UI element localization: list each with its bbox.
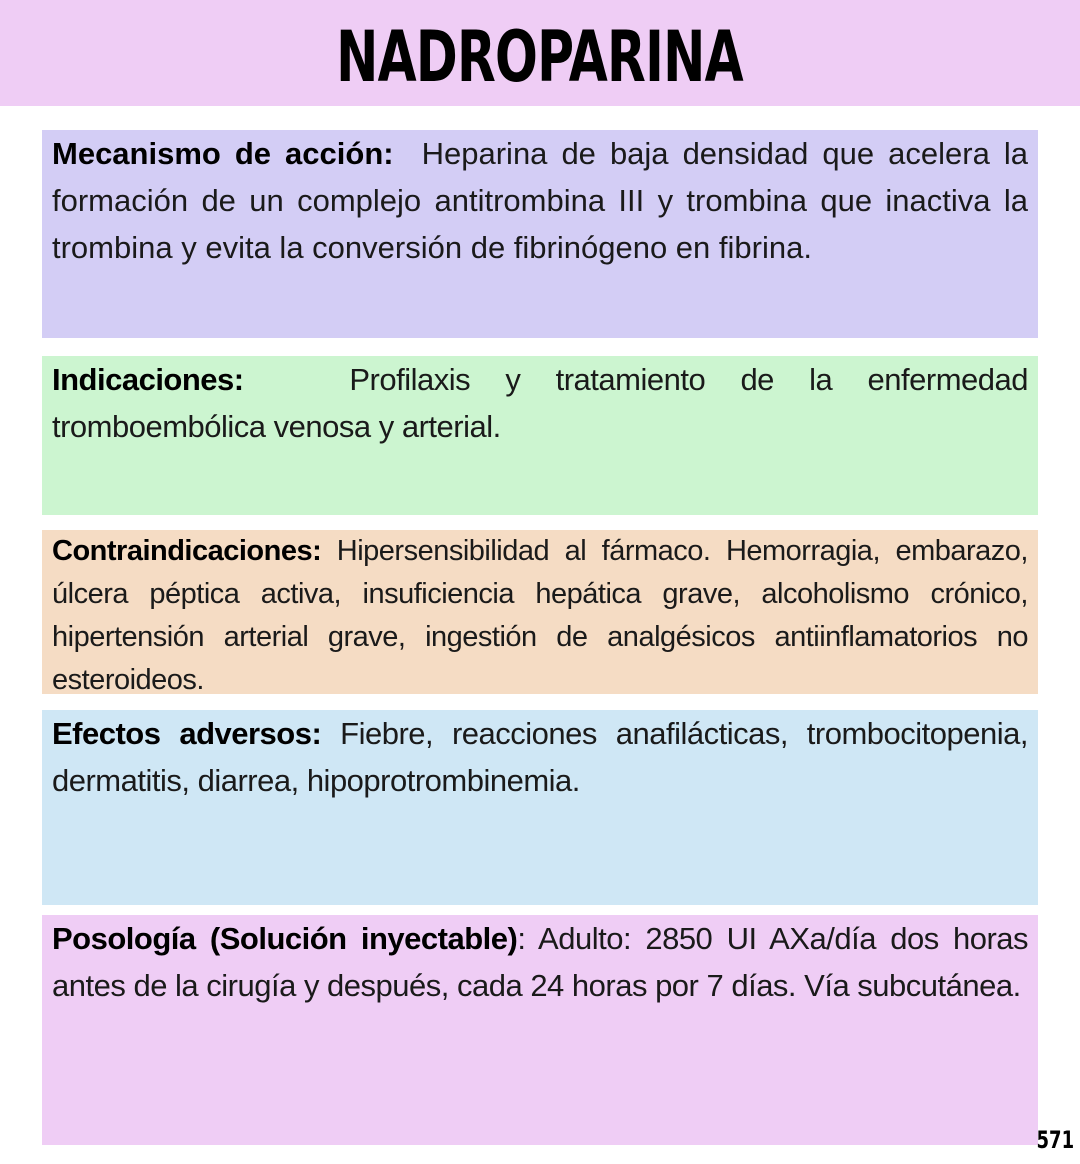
section-text: Profilaxis y tratamiento de la enfermedad tromboembólica venosa y arterial. (52, 362, 1028, 444)
section-mechanism (42, 130, 1038, 338)
section-text: Adulto: 2850 UI AXa/día dos horas antes de la cirugía y después, cada 24 horas por 7 días. Vía subcutánea. (52, 921, 1029, 1003)
section-contraindications (42, 530, 1038, 694)
section-body (52, 915, 1028, 1009)
section-text: Fiebre, reacciones anafilácticas, trombocitopenia, dermatitis, diarrea, hipoprotrombinemia. (52, 716, 1028, 798)
section-body (52, 530, 1028, 702)
section-separator: : (517, 921, 526, 956)
section-label: Mecanismo de acción: (52, 136, 394, 171)
section-text: Hipersensibilidad al fármaco. Hemorragia, embarazo, úlcera péptica activa, insuficiencia hepática grave, alcoholismo crónico, hipertensión arterial grave, ingestión de analgésicos antiinflamatorios no esteroideos. (52, 535, 1028, 696)
section-label: Posología (Solución inyectable) (52, 921, 518, 956)
title-banner (0, 0, 1080, 106)
section-indications (42, 356, 1038, 515)
section-label: Indicaciones: (52, 362, 244, 397)
section-adverse-effects (42, 710, 1038, 905)
section-body (52, 356, 1028, 450)
page-title: NADROPARINA (336, 16, 744, 98)
section-text: Heparina de baja densidad que acelera la formación de un complejo antitrombina III y trombina que inactiva la trombina y evita la conversión de fibrinógeno en fibrina. (52, 136, 1028, 265)
page-number: 571 (1036, 1126, 1074, 1154)
section-label: Contraindicaciones: (52, 535, 322, 567)
section-body (52, 130, 1028, 271)
section-dosage (42, 915, 1038, 1145)
section-body (52, 710, 1028, 804)
section-label: Efectos adversos: (52, 716, 322, 751)
